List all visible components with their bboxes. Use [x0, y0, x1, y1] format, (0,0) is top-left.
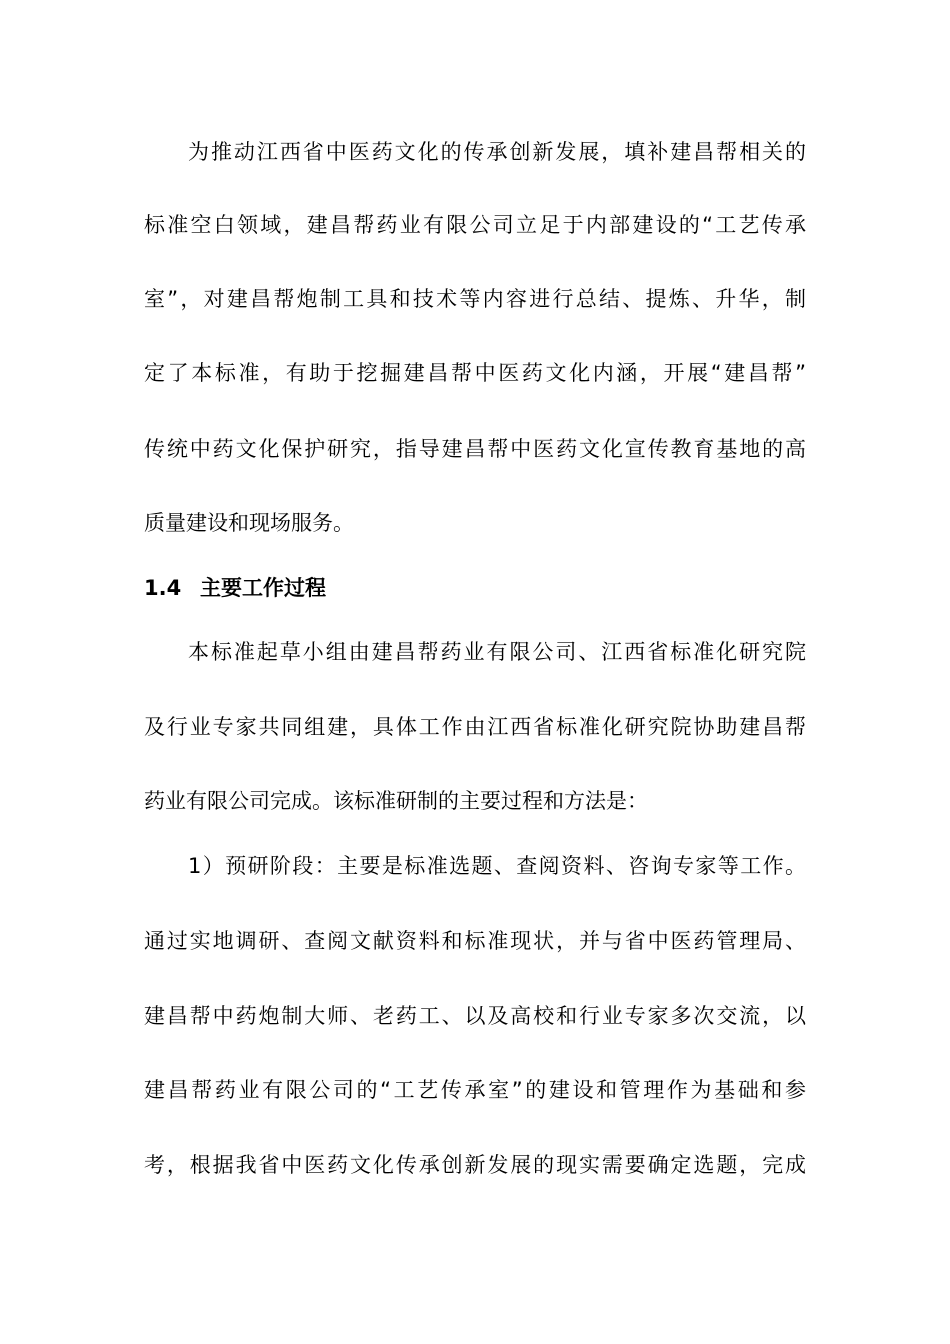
- paragraph-intro-line-5: 传统中药文化保护研究，指导建昌帮中医药文化宣传教育基地的高: [144, 437, 806, 461]
- paragraph-intro-line-1: 为推动江西省中医药文化的传承创新发展，填补建昌帮相关的: [188, 140, 806, 164]
- section-number: 1.4: [144, 576, 182, 600]
- paragraph-preresearch-line-3: 建昌帮中药炮制大师、老药工、以及高校和行业专家多次交流，以: [144, 1004, 806, 1028]
- paragraph-preresearch-line-1: 1）预研阶段：主要是标准选题、查阅资料、咨询专家等工作。: [188, 854, 806, 878]
- paragraph-preresearch-line-2: 通过实地调研、查阅文献资料和标准现状，并与省中医药管理局、: [144, 929, 806, 953]
- paragraph-process-line-2: 及行业专家共同组建，具体工作由江西省标准化研究院协助建昌帮: [144, 715, 806, 739]
- paragraph-intro-line-3: 室”，对建昌帮炮制工具和技术等内容进行总结、提炼、升华，制: [144, 287, 806, 311]
- section-title: 主要工作过程: [200, 576, 326, 600]
- paragraph-preresearch-line-4: 建昌帮药业有限公司的“工艺传承室”的建设和管理作为基础和参: [144, 1078, 806, 1102]
- paragraph-process-line-1: 本标准起草小组由建昌帮药业有限公司、江西省标准化研究院: [188, 640, 806, 664]
- section-heading: [144, 573, 326, 603]
- paragraph-intro-line-4: 定了本标准，有助于挖掘建昌帮中医药文化内涵，开展“建昌帮”: [144, 361, 806, 385]
- paragraph-preresearch-line-5: 考，根据我省中医药文化传承创新发展的现实需要确定选题，完成: [144, 1153, 806, 1177]
- paragraph-intro-line-6: 质量建设和现场服务。: [144, 511, 354, 535]
- paragraph-intro-line-2: 标准空白领域，建昌帮药业有限公司立足于内部建设的“工艺传承: [144, 213, 806, 237]
- paragraph-process-line-3: 药业有限公司完成。该标准研制的主要过程和方法是：: [144, 789, 648, 813]
